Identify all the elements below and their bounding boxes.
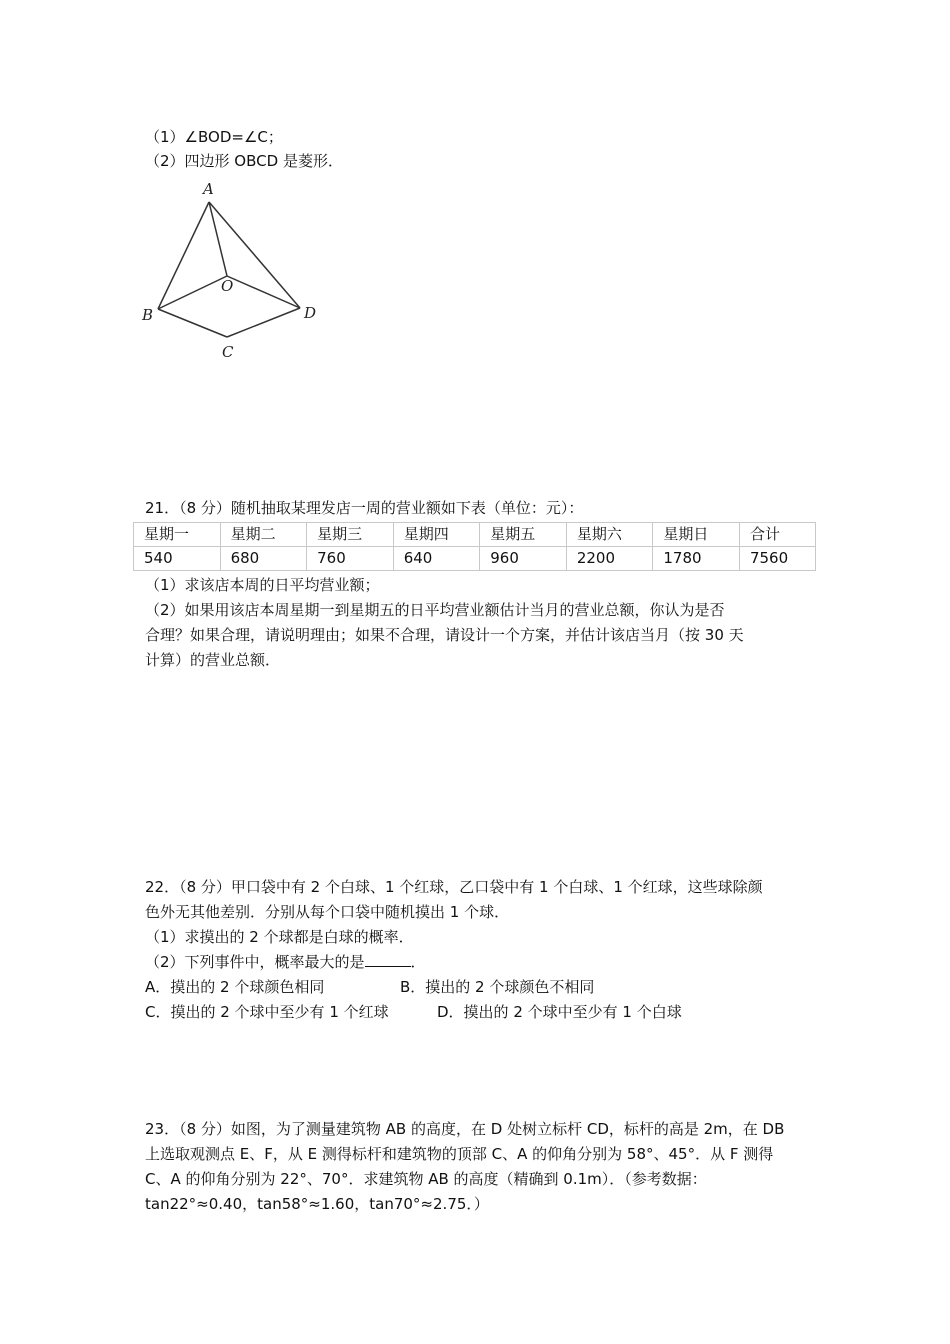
label-A: A xyxy=(203,180,214,198)
answer-blank xyxy=(365,952,411,967)
sales-table xyxy=(133,522,816,571)
q22-part2-text: （2）下列事件中，概率最大的是 xyxy=(145,953,365,971)
q23-line4: tan22°≈0.40，tan58°≈1.60，tan70°≈2.75．） xyxy=(145,1195,489,1213)
q20-part2: （2）四边形 OBCD 是菱形． xyxy=(145,152,343,170)
q22-option-b: B．摸出的 2 个球颜色不相同 xyxy=(400,978,595,996)
table-header-cell: 合计 xyxy=(739,523,815,547)
q21-part2-line3: 计算）的营业总额． xyxy=(145,651,281,669)
table-header-cell: 星期五 xyxy=(480,523,567,547)
table-header-cell: 星期一 xyxy=(134,523,221,547)
q22-line2: 色外无其他差别．分别从每个口袋中随机摸出 1 个球． xyxy=(145,903,510,921)
table-header-cell: 星期三 xyxy=(307,523,394,547)
table-cell: 760 xyxy=(307,547,394,571)
q21-part2-line1: （2）如果用该店本周星期一到星期五的日平均营业额估计当月的营业总额，你认为是否 xyxy=(145,601,725,619)
table-cell: 540 xyxy=(134,547,221,571)
segment-OB xyxy=(158,276,227,309)
segment-BC xyxy=(158,309,227,337)
label-D: D xyxy=(304,304,317,322)
table-header-cell: 星期二 xyxy=(220,523,307,547)
q22-option-a: A．摸出的 2 个球颜色相同 xyxy=(145,978,325,996)
table-header-cell: 星期六 xyxy=(566,523,653,547)
table-cell: 1780 xyxy=(653,547,740,571)
q23-line2: 上选取观测点 E、F，从 E 测得标杆和建筑物的顶部 C、A 的仰角分别为 58°、45°．从 F 测得 xyxy=(145,1145,774,1163)
q20-part1: （1）∠BOD=∠C； xyxy=(145,128,283,146)
table-header-cell: 星期四 xyxy=(393,523,480,547)
table-header-row xyxy=(134,523,816,547)
segment-CD xyxy=(227,308,300,337)
q21-part2-line2: 合理？如果合理，请说明理由；如果不合理，请设计一个方案，并估计该店当月（按 30 天 xyxy=(145,626,744,644)
table-cell: 7560 xyxy=(739,547,815,571)
q21-part1: （1）求该店本周的日平均营业额； xyxy=(145,576,380,594)
table-header-cell: 星期日 xyxy=(653,523,740,547)
segment-OD xyxy=(227,276,300,308)
table-cell: 2200 xyxy=(566,547,653,571)
table-cell: 960 xyxy=(480,547,567,571)
q22-option-d: D．摸出的 2 个球中至少有 1 个白球 xyxy=(437,1003,682,1021)
segment-AB xyxy=(158,202,209,309)
q22-option-c: C．摸出的 2 个球中至少有 1 个红球 xyxy=(145,1003,389,1021)
q22-part2-end: ． xyxy=(410,953,426,971)
label-C: C xyxy=(222,343,234,361)
q21-title: 21．（8 分）随机抽取某理发店一周的营业额如下表（单位：元）： xyxy=(145,499,584,517)
q22-part2 xyxy=(145,950,426,974)
q23-line3: C、A 的仰角分别为 22°、70°．求建筑物 AB 的高度（精确到 0.1m）．（参考数据： xyxy=(145,1170,707,1188)
label-B: B xyxy=(142,306,154,324)
geometry-figure xyxy=(130,175,330,370)
table-cell: 680 xyxy=(220,547,307,571)
label-O: O xyxy=(221,277,234,295)
q22-line1: 22．（8 分）甲口袋中有 2 个白球、1 个红球，乙口袋中有 1 个白球、1 个红球，这些球除颜 xyxy=(145,878,763,896)
q22-part1: （1）求摸出的 2 个球都是白球的概率． xyxy=(145,928,414,946)
table-row xyxy=(134,547,816,571)
table-cell: 640 xyxy=(393,547,480,571)
q23-line1: 23．（8 分）如图，为了测量建筑物 AB 的高度，在 D 处树立标杆 CD，标杆的高是 2m，在 DB xyxy=(145,1120,785,1138)
